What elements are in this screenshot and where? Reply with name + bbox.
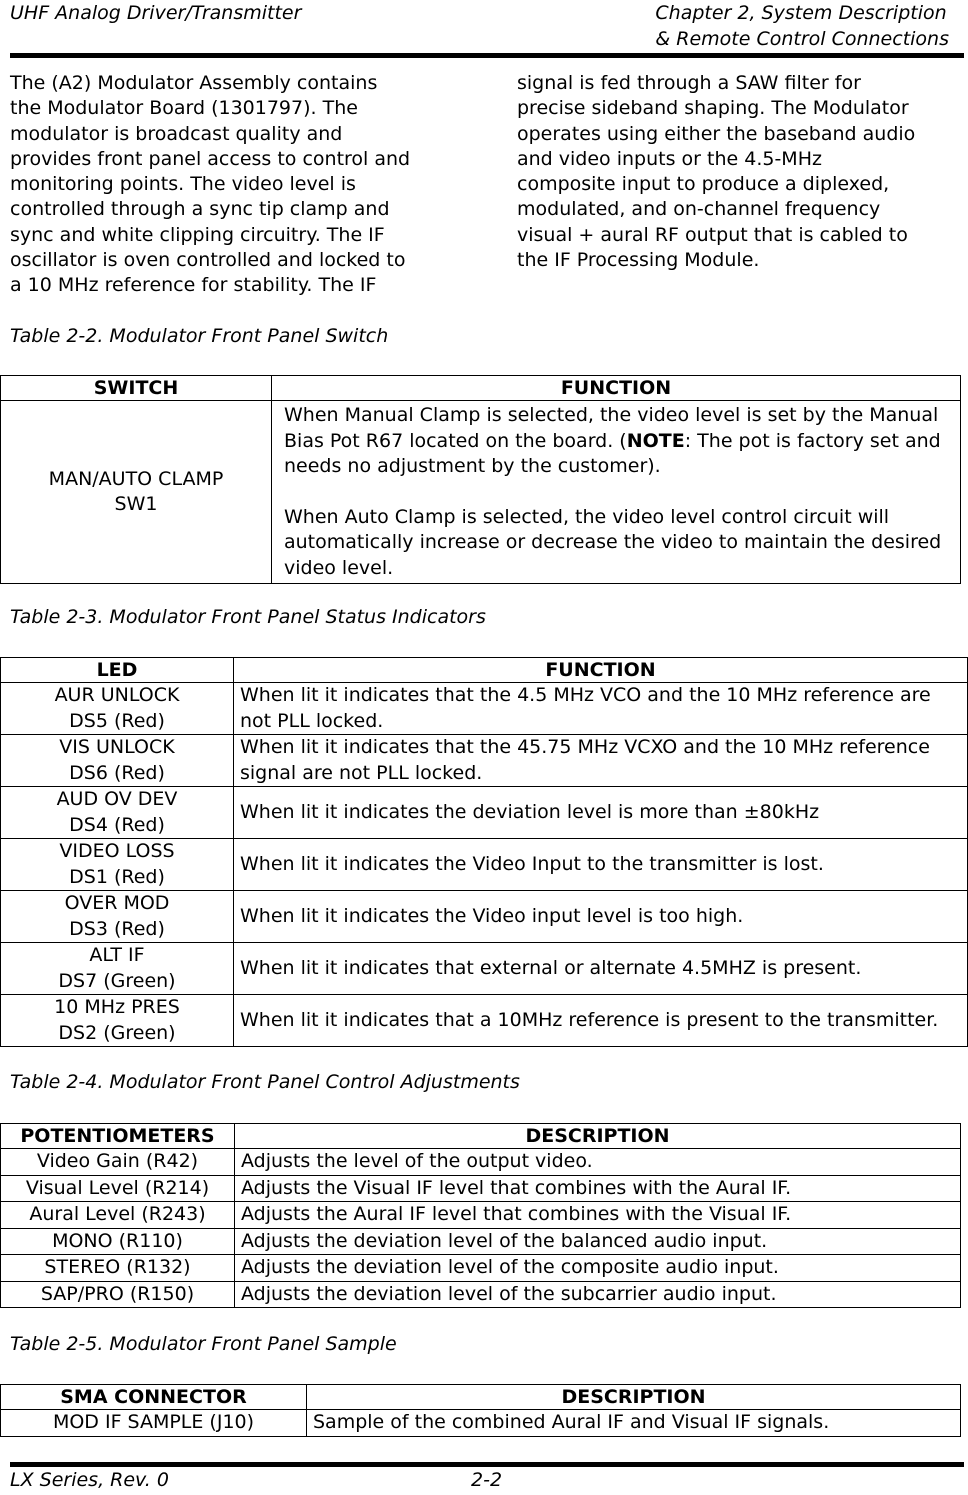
footer-series: LX Series, Rev. 0	[10, 1469, 169, 1491]
table-row	[1, 683, 968, 735]
led-id: DS6 (Red)	[69, 761, 165, 784]
column-header: DESCRIPTION	[307, 1385, 961, 1410]
function-cell: When lit it indicates the deviation level is more than ±80kHz	[234, 787, 968, 839]
column-header: SWITCH	[1, 376, 272, 401]
column-header: FUNCTION	[272, 376, 961, 401]
intro-right-column	[517, 71, 957, 273]
led-cell	[1, 891, 234, 943]
table-row	[1, 735, 968, 787]
description-cell: Adjusts the deviation level of the balanced audio input.	[235, 1228, 961, 1255]
intro-right-line: operates using either the baseband audio	[517, 122, 916, 145]
control-adjustments-table	[0, 1123, 961, 1308]
chapter-line-2: & Remote Control Connections	[655, 28, 949, 50]
pot-cell: SAP/PRO (R150)	[1, 1281, 235, 1308]
status-indicators-table	[0, 657, 968, 1047]
intro-left-line: controlled through a sync tip clamp and	[10, 198, 390, 221]
led-id: DS2 (Green)	[58, 1021, 176, 1044]
function-cell: When lit it indicates that the 45.75 MHz VCXO and the 10 MHz reference signal are not PLL locked.	[234, 735, 968, 787]
chapter-line-1: Chapter 2, System Description	[655, 2, 947, 24]
table-row	[1, 1410, 961, 1437]
intro-right-line: the IF Processing Module.	[517, 249, 760, 272]
header-rule	[10, 53, 964, 58]
function-paragraph	[284, 403, 954, 480]
led-name: AUD OV DEV	[56, 788, 178, 810]
table-row	[1, 1255, 961, 1282]
switch-id: SW1	[114, 493, 158, 515]
column-header: SMA CONNECTOR	[1, 1385, 307, 1410]
intro-left-line: oscillator is oven controlled and locked to	[10, 249, 406, 272]
led-name: 10 MHz PRES	[54, 996, 180, 1018]
led-cell	[1, 839, 234, 891]
led-cell	[1, 787, 234, 839]
led-name: AUR UNLOCK	[54, 684, 180, 706]
pot-cell: STEREO (R132)	[1, 1255, 235, 1282]
table-row	[1, 839, 968, 891]
led-cell	[1, 683, 234, 735]
table-row	[1, 401, 961, 584]
table-2-5-caption: Table 2-5. Modulator Front Panel Sample	[10, 1333, 397, 1355]
pot-cell: Visual Level (R214)	[1, 1175, 235, 1202]
table-row	[1, 995, 968, 1047]
intro-left-line: The (A2) Modulator Assembly contains	[10, 72, 378, 94]
pot-cell: MONO (R110)	[1, 1228, 235, 1255]
function-cell: When lit it indicates that external or alternate 4.5MHZ is present.	[234, 943, 968, 995]
function-cell: When lit it indicates the Video Input to the transmitter is lost.	[234, 839, 968, 891]
intro-left-line: modulator is broadcast quality and	[10, 122, 343, 145]
running-header-chapter	[655, 0, 949, 52]
description-cell: Adjusts the level of the output video.	[235, 1149, 961, 1176]
description-cell: Sample of the combined Aural IF and Visual IF signals.	[307, 1410, 961, 1437]
function-cell: When lit it indicates that the 4.5 MHz VCO and the 10 MHz reference are not PLL locked.	[234, 683, 968, 735]
intro-right-line: composite input to produce a diplexed,	[517, 173, 890, 196]
function-cell: When lit it indicates the Video input level is too high.	[234, 891, 968, 943]
pot-cell: Aural Level (R243)	[1, 1202, 235, 1229]
table-row	[1, 1281, 961, 1308]
note-label: NOTE	[626, 429, 685, 452]
page-number: 2-2	[471, 1469, 503, 1491]
intro-left-line: monitoring points. The video level is	[10, 173, 356, 196]
led-name: VIDEO LOSS	[59, 840, 175, 862]
column-header: LED	[1, 658, 234, 683]
led-id: DS5 (Red)	[69, 709, 165, 732]
intro-left-line: sync and white clipping circuitry. The IF	[10, 223, 385, 246]
switch-table	[0, 375, 961, 584]
led-id: DS1 (Red)	[69, 865, 165, 888]
table-row	[1, 943, 968, 995]
description-cell: Adjusts the deviation level of the composite audio input.	[235, 1255, 961, 1282]
table-row	[1, 1175, 961, 1202]
switch-name: MAN/AUTO CLAMP	[48, 467, 224, 490]
intro-left-line: the Modulator Board (1301797). The	[10, 97, 358, 120]
led-cell	[1, 943, 234, 995]
function-cell	[272, 401, 961, 584]
led-cell	[1, 995, 234, 1047]
description-cell: Adjusts the Aural IF level that combines with the Visual IF.	[235, 1202, 961, 1229]
led-name: OVER MOD	[64, 892, 170, 914]
column-header: DESCRIPTION	[235, 1124, 961, 1149]
table-row	[1, 1228, 961, 1255]
table-row	[1, 1202, 961, 1229]
function-paragraph: When Auto Clamp is selected, the video level control circuit will automatically increase or decrease the video to maintain the desired video level.	[284, 505, 942, 579]
intro-right-line: modulated, and on-channel frequency	[517, 198, 881, 221]
intro-left-line: a 10 MHz reference for stability. The IF	[10, 274, 377, 297]
column-header: POTENTIOMETERS	[1, 1124, 235, 1149]
intro-right-line: and video inputs or the 4.5-MHz	[517, 147, 822, 170]
table-row	[1, 787, 968, 839]
pot-cell: Video Gain (R42)	[1, 1149, 235, 1176]
led-id: DS3 (Red)	[69, 917, 165, 940]
table-2-3-caption: Table 2-3. Modulator Front Panel Status Indicators	[10, 606, 486, 628]
connector-cell: MOD IF SAMPLE (J10)	[1, 1410, 307, 1437]
function-text: When Manual Clamp is selected, the video level is set by the Manual Bias Pot R67 located on the board. (	[284, 404, 939, 452]
table-2-4-caption: Table 2-4. Modulator Front Panel Control Adjustments	[10, 1071, 520, 1093]
description-cell: Adjusts the deviation level of the subcarrier audio input.	[235, 1281, 961, 1308]
intro-left-line: provides front panel access to control and	[10, 147, 411, 170]
intro-left-column	[10, 71, 470, 299]
led-name: VIS UNLOCK	[59, 736, 175, 758]
sample-table	[0, 1384, 961, 1437]
led-id: DS4 (Red)	[69, 813, 165, 836]
intro-right-line: visual + aural RF output that is cabled to	[517, 223, 908, 246]
table-2-2-caption: Table 2-2. Modulator Front Panel Switch	[10, 325, 389, 347]
table-row	[1, 891, 968, 943]
led-cell	[1, 735, 234, 787]
led-id: DS7 (Green)	[58, 969, 176, 992]
led-name: ALT IF	[89, 944, 145, 966]
running-header-title: UHF Analog Driver/Transmitter	[10, 2, 302, 24]
switch-cell	[1, 401, 272, 584]
function-text: : The pot is factory set and needs no adjustment by the customer).	[284, 429, 941, 477]
column-header: FUNCTION	[234, 658, 968, 683]
intro-right-line: precise sideband shaping. The Modulator	[517, 97, 909, 120]
table-row	[1, 1149, 961, 1176]
footer-rule	[10, 1462, 964, 1467]
description-cell: Adjusts the Visual IF level that combines with the Aural IF.	[235, 1175, 961, 1202]
function-cell: When lit it indicates that a 10MHz reference is present to the transmitter.	[234, 995, 968, 1047]
intro-right-line: signal is fed through a SAW filter for	[517, 72, 861, 94]
